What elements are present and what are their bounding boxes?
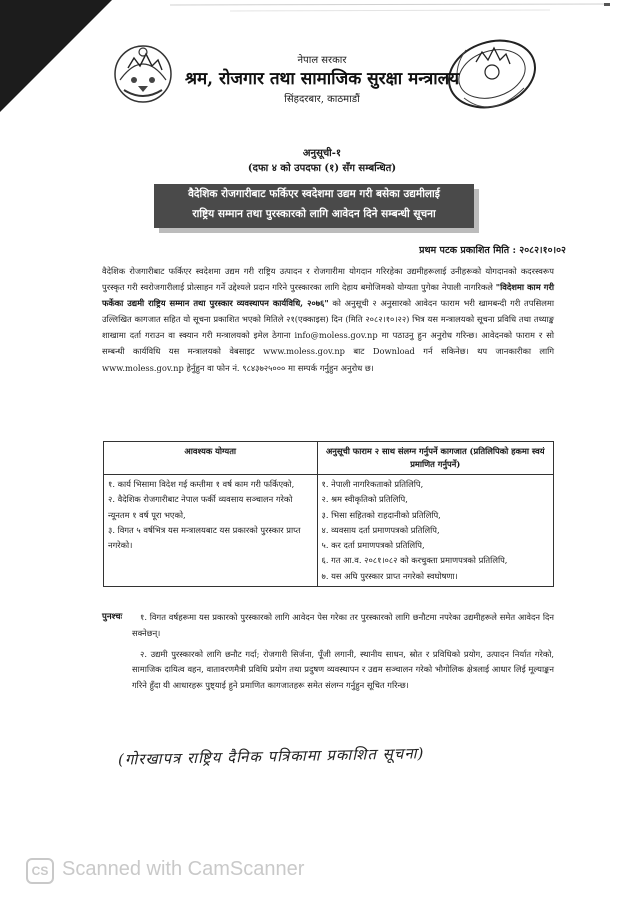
list-item: १. नेपाली नागरिकताको प्रतिलिपि, xyxy=(321,479,424,489)
notice-title-line-2: राष्ट्रिय सम्मान तथा पुरस्कारको लागि आवेदन दिने सम्बन्धी सूचना xyxy=(192,208,436,220)
list-item: २. श्रम स्वीकृतिको प्रतिलिपि, xyxy=(321,494,408,505)
ministry-name: श्रम, रोजगार तथा सामाजिक सुरक्षा मन्त्रालय xyxy=(184,69,459,89)
schedule-number: अनुसूची-१ xyxy=(302,148,342,159)
camscanner-logo-icon: CS xyxy=(26,858,54,884)
body-text-bold-procedure: "विदेशमा काम गरी फर्केका उद्यमी राष्ट्रिय सम्मान तथा पुरस्कार व्यवस्थापन कार्यविधि, २०७६" xyxy=(102,282,554,309)
documents-list xyxy=(317,475,553,587)
notice-title-line-1: वैदेशिक रोजगारीबाट फर्किएर स्वदेशमा उद्यम गरी बसेका उद्यमीलाई xyxy=(188,188,440,200)
list-item: ३. भिसा सहितको राहदानीको प्रतिलिपि, xyxy=(321,509,441,520)
list-item: ५. कर दर्ता प्रमाणपत्रको प्रतिलिपि, xyxy=(321,540,425,551)
postscript-note-2: २. उद्यमी पुरस्कारको लागि छनौट गर्दा; रोजगारी सिर्जना, पूँजी लगानी, स्थानीय साधन, स्रोत र प्रविधिको प्रयोग, उत्पादन निर्यात गरेको, सामाजिक दायित्व वहन, वातावरणमैत्री प्रविधि प्रयोग तथा प्रदुषण व्यवस्थापन र उद्यम सञ्चालन गरेको भौगोलिक क्षेत्रलाई आधार लिई मूल्याङ्कन गरिने हुँदा यी आधारहरू पुष्ट्याई हुने प्रमाणित कागजातहरू समेत संलग्न गर्नुहुन सूचित गरिन्छ। xyxy=(132,648,554,691)
requirements-table xyxy=(103,441,554,587)
header-required-qualification: आवश्यक योग्यता xyxy=(104,442,318,475)
table-header-row xyxy=(104,442,554,475)
camscanner-watermark: Scanned with CamScanner xyxy=(62,858,305,880)
qualification-list xyxy=(104,475,318,587)
postscript-notes xyxy=(132,610,554,699)
ministry-location: सिंहदरबार, काठमाडौं xyxy=(284,94,360,105)
header-required-documents: अनुसूची फाराम २ साथ संलग्न गर्नुपर्ने कागजात (प्रतिलिपिको हकमा स्वयं प्रमाणित गर्नुपर्ने) xyxy=(317,442,553,475)
notice-title-box xyxy=(154,184,474,228)
section-reference: (दफा ४ को उपदफा (१) सँग सम्बन्धित) xyxy=(247,163,397,174)
handwritten-annotation: (गोरखापत्र राष्ट्रिय दैनिक पत्रिकामा प्रकाशित सूचना) xyxy=(117,744,425,769)
body-text-intro: वैदेशिक रोजगारीबाट फर्किएर स्वदेशमा उद्यम गरी राष्ट्रिय उत्पादन र रोजगारीमा योगदान गरिरहेका उद्यमीहरूलाई उनीहरूको योगदानको कदरस्वरूप पुरस्कृत गरी स्वरोजगारीलाई प्रोत्साहन गर्ने उद्देश्यले प्रदान गरिने पुरस्कारका लागि देहाय बमोजिमको योग्यता पुगेका नेपाली नागरिकले xyxy=(102,266,554,293)
postscript-label: पुनश्चः xyxy=(102,612,123,622)
body-text-rest: को अनुसूची २ अनुसारको आवेदन फाराम भरी खामबन्दी गरी तपसिलमा उल्लिखित कागजात सहित यो सूचना प्रकाशित भएको मितिले २१(एक्काइस) दिन (मिति २०८२।१०।२२) भित्र यस मन्त्रालयको सूचना प्रविधि तथा तथ्याङ्क शाखामा दर्ता गराउन वा स्क्यान गरी मन्त्रालयको इमेल ठेगाना info@moless.gov.np मा पठाउनु हुन अनुरोध गरिन्छ। आवेदनको फाराम र सो सम्बन्धी कार्यविधि यस मन्त्रालयको वेबसाइट www.moless.gov.np बाट Download गर्न सकिनेछ। थप जानकारीका लागि www.moless.gov.np हेर्नुहुन वा फोन नं. ९८४३७२५००० मा सम्पर्क गर्नुहुन अनुरोध छ। xyxy=(102,298,554,373)
publication-date: प्रथम पटक प्रकाशित मिति : २०८२।१०।०२ xyxy=(419,245,566,256)
scan-top-edge-lines xyxy=(170,3,610,17)
list-item: ३. विगत ५ वर्षभित्र यस मन्त्रालयबाट यस प्रकारको पुरस्कार प्राप्त नगरेको। xyxy=(108,524,301,551)
list-item: १. कार्य भिसामा विदेश गई कम्तीमा १ वर्ष काम गरी फर्किएको, xyxy=(108,479,295,489)
table-row xyxy=(104,475,554,587)
notice-body-paragraph xyxy=(102,263,554,376)
government-name: नेपाल सरकार xyxy=(297,55,347,66)
list-item: ६. गत आ.व. २०८१।०८२ को करचुक्ता प्रमाणपत्रको प्रतिलिपि, xyxy=(321,555,508,566)
list-item: ७. यस अघि पुरस्कार प्राप्त नगरेको स्वघोषणा। xyxy=(321,570,458,581)
list-item: ४. व्यवसाय दर्ता प्रमाणपत्रको प्रतिलिपि, xyxy=(321,524,440,535)
postscript-note-1: १. विगत वर्षहरूमा यस प्रकारको पुरस्कारको लागि आवेदन पेस गरेका तर पुरस्कारको लागि छनौटमा नपरेका उद्यमीहरूले समेत आवेदन दिन सक्नेछन्। xyxy=(132,612,554,638)
list-item: २. वैदेशिक रोजगारीबाट नेपाल फर्की व्यवसाय सञ्चालन गरेको न्यूनतम १ वर्ष पूरा भएको, xyxy=(108,494,293,520)
